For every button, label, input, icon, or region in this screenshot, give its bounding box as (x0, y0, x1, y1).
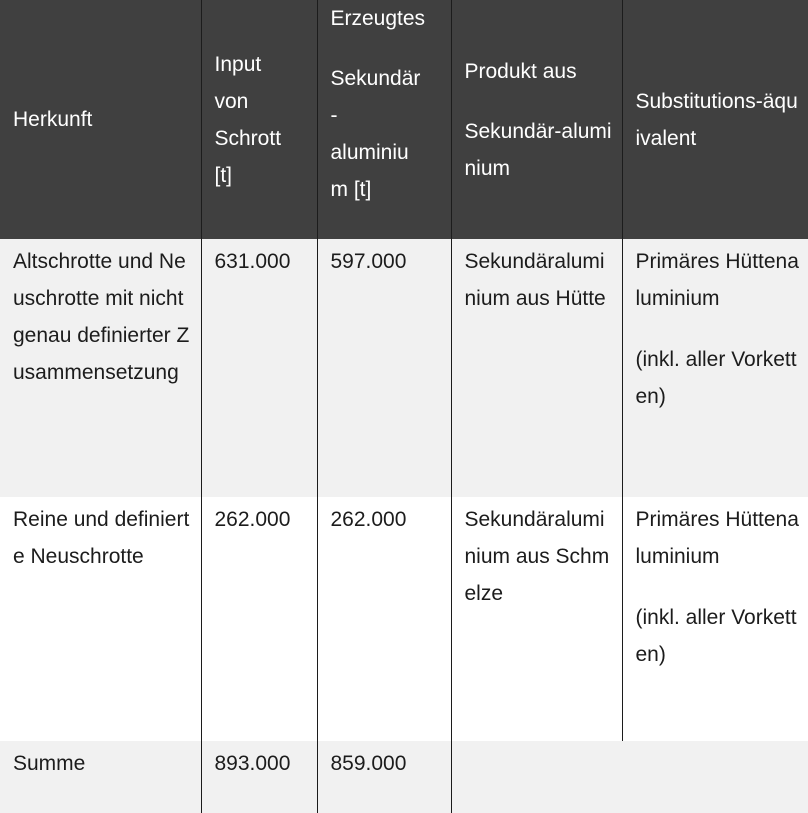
header-produkt: Produkt aus Sekundär-aluminium (451, 0, 622, 239)
cell-erzeugt: 262.000 (317, 497, 451, 741)
cell-herkunft: Altschrotte und Neuschrotte mit nicht genau definierter Zusammensetzung (0, 239, 201, 497)
cell-produkt: Sekundäraluminium aus Schmelze (451, 497, 622, 741)
cell-input: 631.000 (201, 239, 317, 497)
cell-substitution: Primäres Hüttenaluminium (inkl. aller Vorketten) (622, 239, 808, 497)
table-row (0, 497, 808, 741)
header-row (0, 0, 808, 239)
cell-input: 262.000 (201, 497, 317, 741)
summe-label: Summe (0, 741, 201, 813)
header-erzeugtes: Erzeugtes Sekundär - aluminiu m [t] (317, 0, 451, 239)
cell-herkunft: Reine und definierte Neuschrotte (0, 497, 201, 741)
summe-produkt-empty (451, 741, 622, 813)
header-herkunft: Herkunft (0, 0, 201, 239)
table-row (0, 239, 808, 497)
cell-erzeugt: 597.000 (317, 239, 451, 497)
summe-erzeugt: 859.000 (317, 741, 451, 813)
cell-substitution: Primäres Hüttenaluminium (inkl. aller Vorketten) (622, 497, 808, 741)
summe-substitution-empty (622, 741, 808, 813)
cell-produkt: Sekundäraluminium aus Hütte (451, 239, 622, 497)
summe-input: 893.000 (201, 741, 317, 813)
summe-row (0, 741, 808, 813)
header-substitution: Substitutions-äquivalent (622, 0, 808, 239)
header-input: Input von Schrott [t] (201, 0, 317, 239)
